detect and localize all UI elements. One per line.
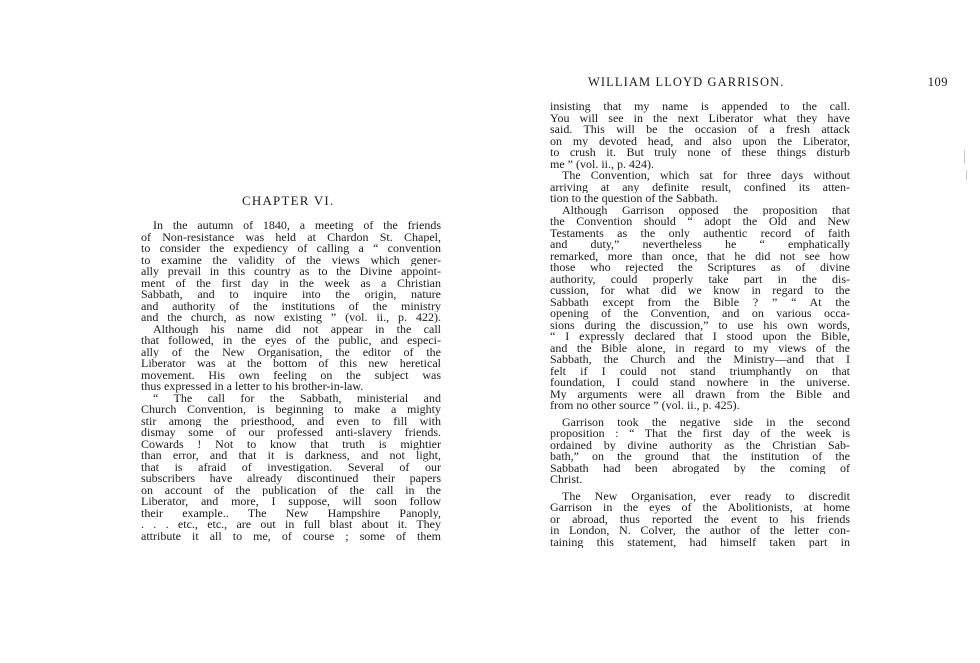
text-line: and authority of the institutions of the ministry (141, 300, 441, 312)
text-line: Liberator, and more, I suppose, will soon follow (141, 496, 441, 508)
text-line: ordained by divine authority as the Christian Sab- (550, 439, 850, 451)
text-line: Although Garrison opposed the proposition that (562, 204, 850, 216)
text-line: to consider the expediency of calling a “ convention (141, 243, 441, 255)
text-line: Sabbath, and to inquire into the origin, nature (141, 289, 441, 301)
text-line: The Convention, which sat for three days without (562, 170, 850, 182)
text-line: or abroad, thus reported the event to his friends (550, 513, 850, 525)
text-line: The New Organisation, ever ready to discredit (562, 490, 850, 502)
text-line: tion to the question of the Sabbath. (550, 193, 718, 205)
margin-mark (966, 170, 967, 180)
text-line: taining this statement, had himself taken part in (550, 536, 850, 548)
text-line: My arguments were all drawn from the Bible and (550, 388, 850, 400)
text-line: cussion, for what did we know in regard to the (550, 285, 850, 297)
text-line: thus expressed in a letter to his brother-in-law. (141, 381, 364, 393)
text-line: sions during the discussion,” to use his own words, (550, 319, 850, 331)
text-line: Sabbath, the Church and the Ministry—and that I (550, 354, 850, 366)
running-head (588, 75, 948, 90)
text-line: Although his name did not appear in the call (153, 323, 441, 335)
text-line: In the autumn of 1840, a meeting of the friends (153, 220, 441, 232)
text-line: You will see in the next Liberator what they have (550, 112, 850, 124)
text-line: Christ. (550, 474, 583, 486)
text-line: remarked, more than once, that he did not see how (550, 250, 850, 262)
right-text-column (550, 101, 850, 548)
text-line: subscribers have already discontinued their papers (141, 473, 441, 485)
text-line: dismay some of our professed anti-slavery friends. (141, 427, 441, 439)
text-line: than error, and that it is darkness, and not light, (141, 450, 441, 462)
text-line: stir among the priesthood, and even to fill with (141, 415, 441, 427)
text-line: “ The call for the Sabbath, ministerial and (153, 392, 441, 404)
text-line: that followed, in the eyes of the public, and especi- (141, 335, 441, 347)
text-line: opening of the Convention, and on various occa- (550, 308, 850, 320)
text-line: Sabbath had been abrogated by the coming of (550, 462, 850, 474)
text-line: and the church, as now existing ” (vol. ii., p. 422). (141, 312, 441, 324)
text-line: me ” (vol. ii., p. 424). (550, 158, 654, 170)
margin-mark (964, 150, 965, 164)
text-line: ment of the first day in the week as a Christian (141, 277, 441, 289)
text-line: the Convention should “ adopt the Old and New (550, 216, 850, 228)
text-line: and the Bible alone, in regard to my views of the (550, 342, 850, 354)
text-line: of Non-resistance was held at Chardon St. Chapel, (141, 231, 441, 243)
text-line: Garrison in the eyes of the Abolitionists, at home (550, 502, 850, 514)
text-line: movement. His own feeling on the subject was (141, 369, 441, 381)
text-line: Testaments as the only authentic record of faith (550, 227, 850, 239)
text-line: said. This will be the occasion of a fresh attack (550, 124, 850, 136)
text-line: “ I expressly declared that I stood upon the Bible, (550, 331, 850, 343)
text-line: authority, could properly take part in the dis- (550, 273, 850, 285)
text-line: those who rejected the Scriptures as of divine (550, 262, 850, 274)
text-line: to crush it. But truly none of these things disturb (550, 147, 850, 159)
text-line: foundation, I could stand nowhere in the universe. (550, 377, 850, 389)
text-line: Cowards ! Not to know that truth is mightier (141, 438, 441, 450)
text-line: ally prevail in this country as to the Divine appoint- (141, 266, 441, 278)
text-line: their example.. The New Hampshire Panoply, (141, 507, 441, 519)
text-line: from no other source ” (vol. ii., p. 425). (550, 400, 740, 412)
text-line: Sabbath except from the Bible ? ” “ At the (550, 296, 850, 308)
text-line: that is afraid of investigation. Several of our (141, 461, 441, 473)
text-line: attribute it all to me, of course ; some of them (141, 530, 441, 542)
text-line: Garrison took the negative side in the second (562, 416, 850, 428)
text-line: arriving at any definite result, confined its atten- (550, 181, 850, 193)
page-number: 109 (927, 75, 948, 89)
right-page (490, 0, 980, 663)
text-line: ally of the New Organisation, the editor of the (141, 346, 441, 358)
text-line: and duty,” nevertheless he “ emphatically (550, 239, 850, 251)
text-line: proposition : “ That the first day of the week is (550, 428, 850, 440)
running-head-title: WILLIAM LLOYD GARRISON. (588, 75, 785, 89)
chapter-heading: CHAPTER VI. (242, 193, 335, 208)
text-line: in London, N. Colver, the author of the letter con- (550, 525, 850, 537)
text-line: Church Convention, is beginning to make a mighty (141, 404, 441, 416)
text-line: . . . etc., etc., are out in full blast about it. They (141, 519, 441, 531)
text-line: insisting that my name is appended to the call. (550, 101, 850, 113)
text-line: felt if I could not stand triumphantly on that (550, 365, 850, 377)
text-line: to examine the validity of the views which gener- (141, 254, 441, 266)
text-line: Liberator was at the bottom of this new heretical (141, 358, 441, 370)
text-line: on my devoted head, and also upon the Liberator, (550, 135, 850, 147)
left-text-column (141, 220, 441, 542)
text-line: on account of the publication of the call in the (141, 484, 441, 496)
text-line: bath,” on the ground that the institution of the (550, 451, 850, 463)
